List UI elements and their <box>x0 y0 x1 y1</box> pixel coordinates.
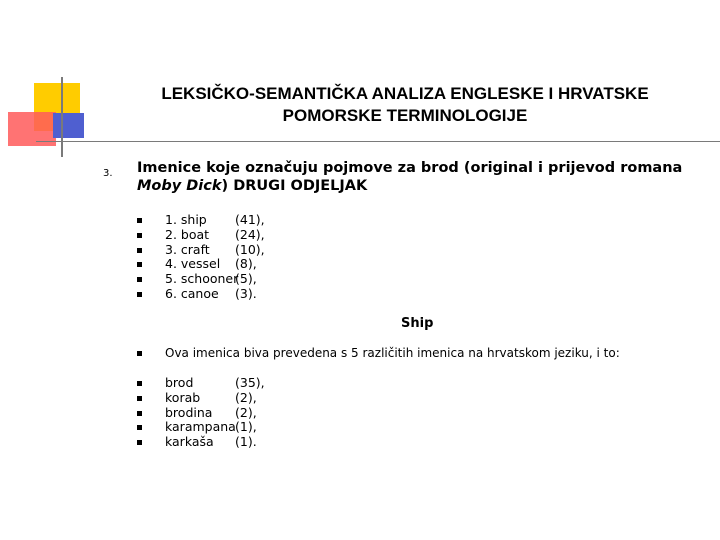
bullet-icon <box>137 277 142 282</box>
term-count: (1), <box>235 419 257 435</box>
term-count: (1). <box>235 434 257 450</box>
decor-vertical-line <box>61 77 63 157</box>
note-text: Ova imenica biva prevedena s 5 različitih imenica na hrvatskom jeziku, i to: <box>165 346 620 360</box>
term-label: korab <box>165 389 201 405</box>
bullet-icon <box>137 440 142 445</box>
bullet-icon <box>137 381 142 386</box>
term-count: (10), <box>235 241 265 257</box>
subheading-ship: Ship <box>401 316 434 331</box>
bullet-icon <box>137 233 142 238</box>
term-count: (35), <box>235 375 265 390</box>
bullet-icon <box>137 411 142 416</box>
bullet-icon <box>137 351 142 356</box>
bullet-icon <box>137 262 142 267</box>
term-count: (5), <box>235 271 257 287</box>
term-count: (24), <box>235 226 265 242</box>
novel-title: Moby Dick <box>137 178 222 194</box>
section-number: 3. <box>103 168 113 179</box>
bullet-icon <box>137 396 142 401</box>
term-count: (41), <box>235 212 265 227</box>
term-label: 3. craft <box>165 241 210 257</box>
term-label: 1. ship <box>165 212 207 227</box>
decor-blue-square <box>53 113 84 138</box>
bullet-icon <box>137 248 142 253</box>
term-count: (2), <box>235 389 257 405</box>
section-heading-suffix: ) DRUGI ODJELJAK <box>221 178 368 194</box>
term-label: 2. boat <box>165 226 210 242</box>
term-count: (8), <box>235 256 257 272</box>
bullet-icon <box>137 425 142 430</box>
slide-title-line2: POMORSKE TERMINOLOGIJE <box>282 106 528 125</box>
bullet-icon <box>137 218 142 223</box>
term-label: 6. canoe <box>165 285 219 301</box>
term-label: karkaša <box>165 434 214 450</box>
title-divider <box>36 141 720 142</box>
section-heading <box>137 159 712 195</box>
section-heading-text: Imenice koje označuju pojmove za brod (original i prijevod romana <box>137 160 683 176</box>
term-label: 4. vessel <box>165 256 221 272</box>
bullet-icon <box>137 292 142 297</box>
term-label: 5. schooner <box>165 271 239 287</box>
slide-title-line1: LEKSIČKO-SEMANTIČKA ANALIZA ENGLESKE I HRVATSKE <box>161 84 649 103</box>
term-count: (3). <box>235 285 257 301</box>
term-label: brodina <box>165 404 213 420</box>
term-count: (2), <box>235 404 257 420</box>
term-label: brod <box>165 375 194 390</box>
term-label: karampana <box>165 419 236 435</box>
slide-title <box>110 83 700 127</box>
